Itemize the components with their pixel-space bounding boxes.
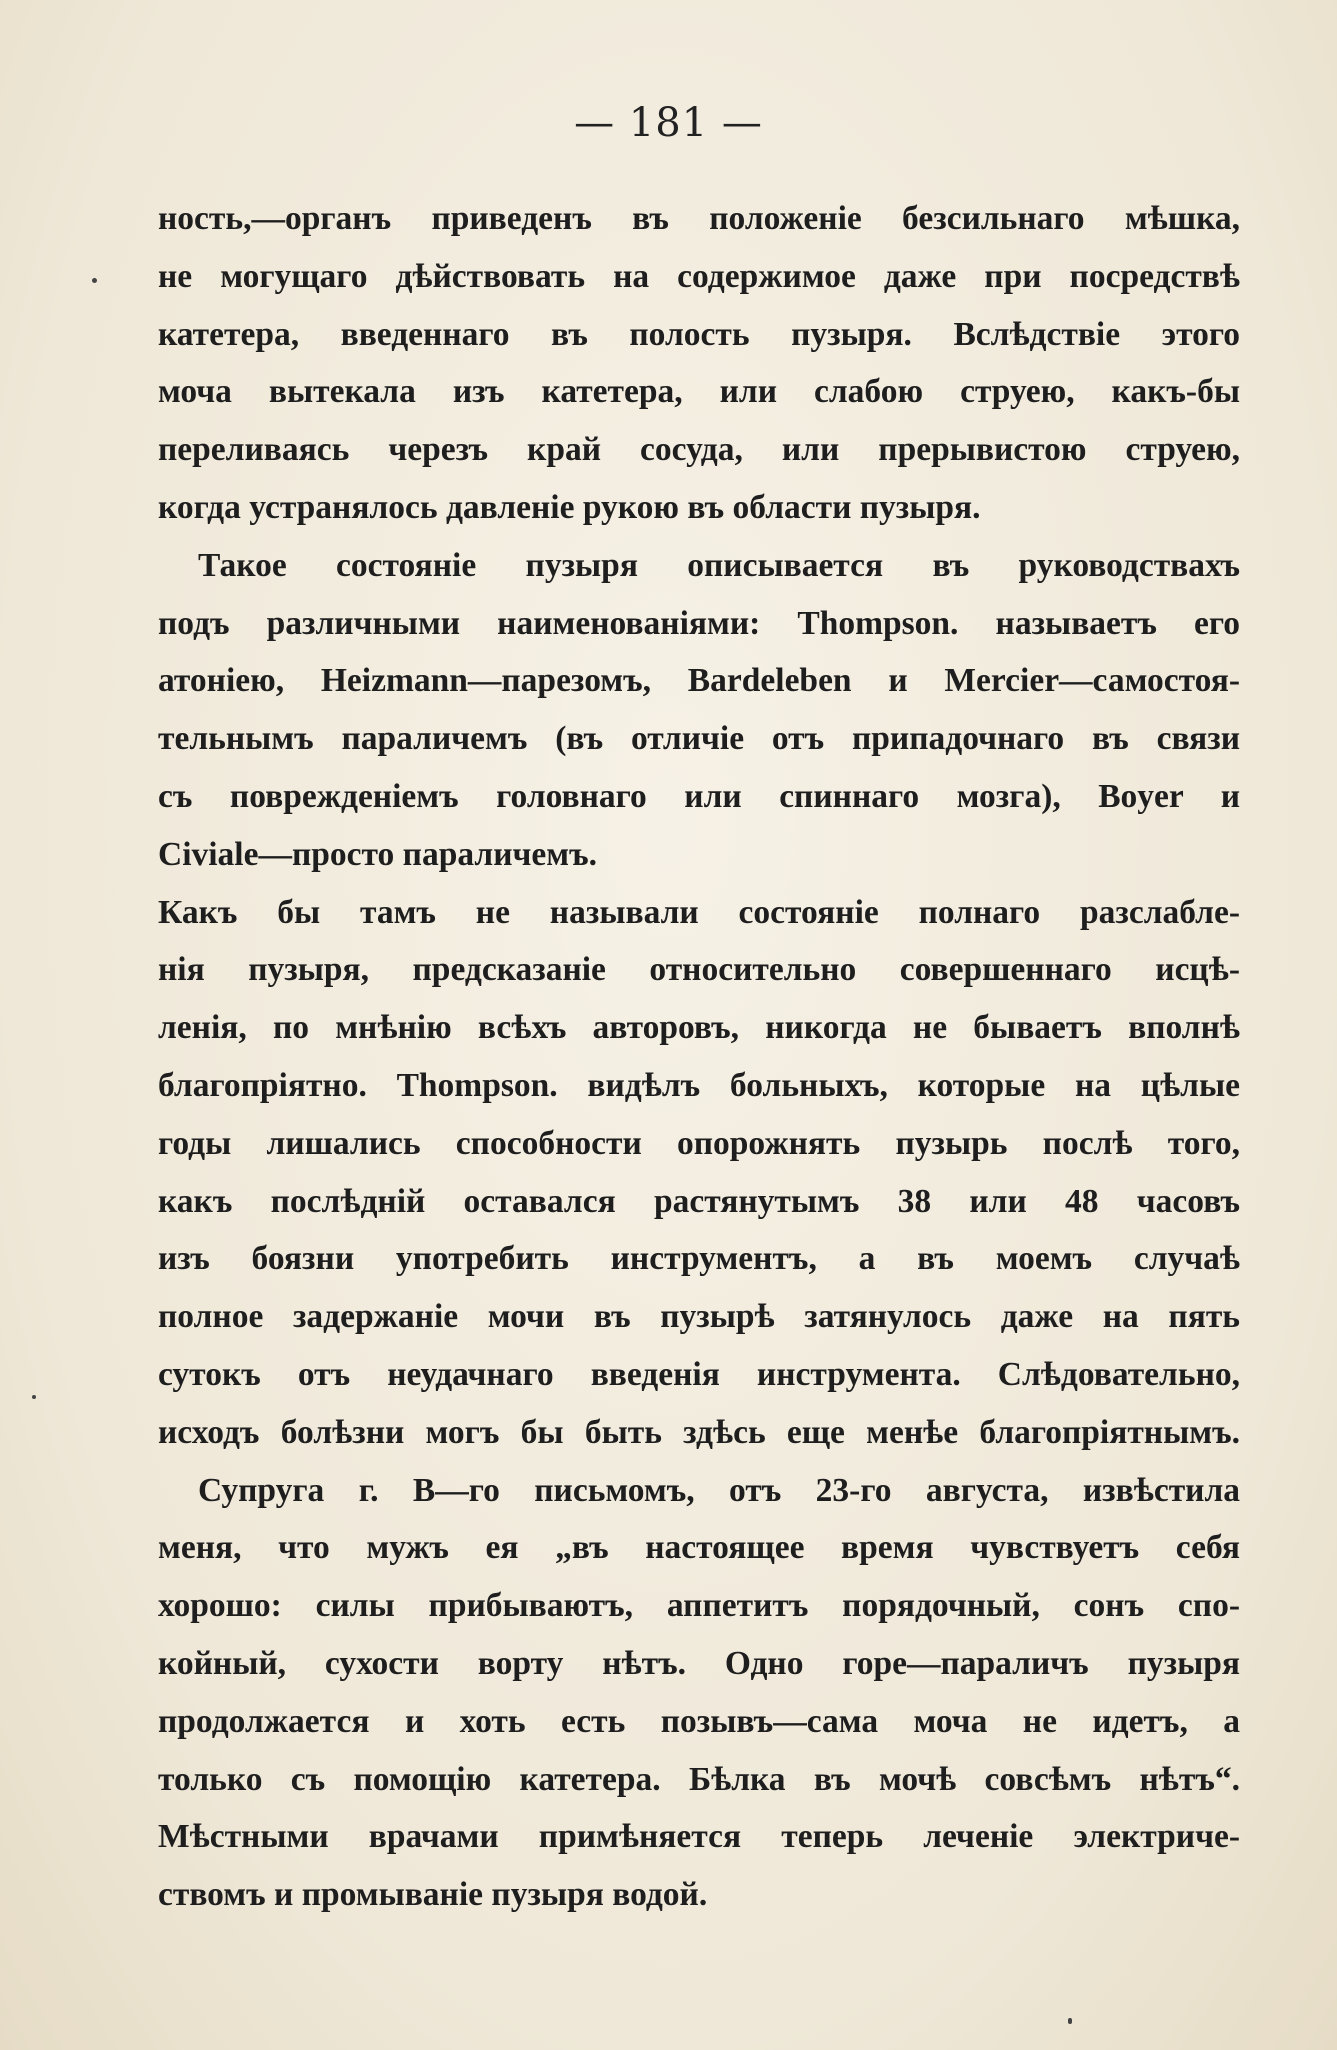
paragraph-2: [158, 537, 1240, 884]
ink-speck: [92, 278, 97, 283]
text-line: ность,—органъ приведенъ въ положеніе безсильнаго мѣшка,: [158, 200, 1240, 237]
text-line: исходъ болѣзни могъ бы быть здѣсь еще менѣе благопріятнымъ.: [158, 1413, 1240, 1451]
text-line: моча вытекала изъ катетера, или слабою струею, какъ-бы: [158, 373, 1240, 411]
page-number: — 181 —: [574, 100, 763, 146]
text-line: съ поврежденіемъ головнаго или спиннаго мозга), Boyer и: [158, 777, 1240, 815]
text-line: когда устранялось давленіе рукою въ области пузыря.: [158, 488, 981, 526]
text-line: не могущаго дѣйствовать на содержимое даже при посредствѣ: [158, 257, 1240, 295]
text-line: тельнымъ параличемъ (въ отличіе отъ припадочнаго въ связи: [158, 720, 1240, 758]
text-line: Civiale—просто параличемъ.: [158, 835, 597, 873]
text-line: изъ боязни употребить инструментъ, а въ моемъ случаѣ: [158, 1240, 1240, 1278]
text-line: какъ послѣдній оставался растянутымъ 38 или 48 часовъ: [158, 1182, 1240, 1220]
text-line: хорошо: силы прибываютъ, аппетитъ порядочный, сонъ спо-: [158, 1587, 1240, 1625]
text-line: атоніею, Heizmann—парезомъ, Bardeleben и Mercier—самостоя-: [158, 662, 1240, 700]
paragraph-4: [158, 1462, 1240, 1924]
text-line: ленія, по мнѣнію всѣхъ авторовъ, никогда не бываетъ вполнѣ: [158, 1009, 1240, 1047]
text-line: продолжается и хоть есть позывъ—сама моча не идетъ, а: [158, 1702, 1240, 1740]
ink-speck: [1068, 2018, 1072, 2024]
text-line: полное задержаніе мочи въ пузырѣ затянулось даже на пять: [158, 1298, 1240, 1336]
paragraph-3: [158, 884, 1240, 1462]
text-line: Такое состояніе пузыря описывается въ руководствахъ: [198, 546, 1240, 584]
text-line: благопріятно. Thompson. видѣлъ больныхъ, которые на цѣлые: [158, 1066, 1240, 1104]
text-line: годы лишались способности опорожнять пузырь послѣ того,: [158, 1124, 1240, 1162]
text-line: Супруга г. В—го письмомъ, отъ 23-го августа, извѣстила: [198, 1471, 1240, 1509]
text-line: нія пузыря, предсказаніе относительно совершеннаго исцѣ-: [158, 951, 1240, 989]
text-line: переливаясь черезъ край сосуда, или прерывистою струею,: [158, 431, 1240, 469]
text-line: меня, что мужъ ея „въ настоящее время чувствуетъ себя: [158, 1529, 1240, 1567]
text-line: Какъ бы тамъ не называли состояніе полнаго разслабле-: [158, 893, 1240, 931]
text-line: подъ различными наименованіями: Thompson. называетъ его: [158, 604, 1240, 642]
text-line: сутокъ отъ неудачнаго введенія инструмента. Слѣдовательно,: [158, 1355, 1240, 1393]
text-line: только съ помощію катетера. Бѣлка въ мочѣ совсѣмъ нѣтъ“.: [158, 1760, 1240, 1798]
paragraph-1: [158, 190, 1240, 537]
text-line: койный, сухости ворту нѣтъ. Одно горе—параличъ пузыря: [158, 1644, 1240, 1682]
ink-speck: [32, 1395, 36, 1399]
text-line: Мѣстными врачами примѣняется теперь леченіе электриче-: [158, 1818, 1240, 1856]
body-text: [158, 190, 1240, 1924]
text-line: катетера, введеннаго въ полость пузыря. Вслѣдствіе этого: [158, 315, 1240, 353]
text-line: ствомъ и промываніе пузыря водой.: [158, 1876, 708, 1914]
